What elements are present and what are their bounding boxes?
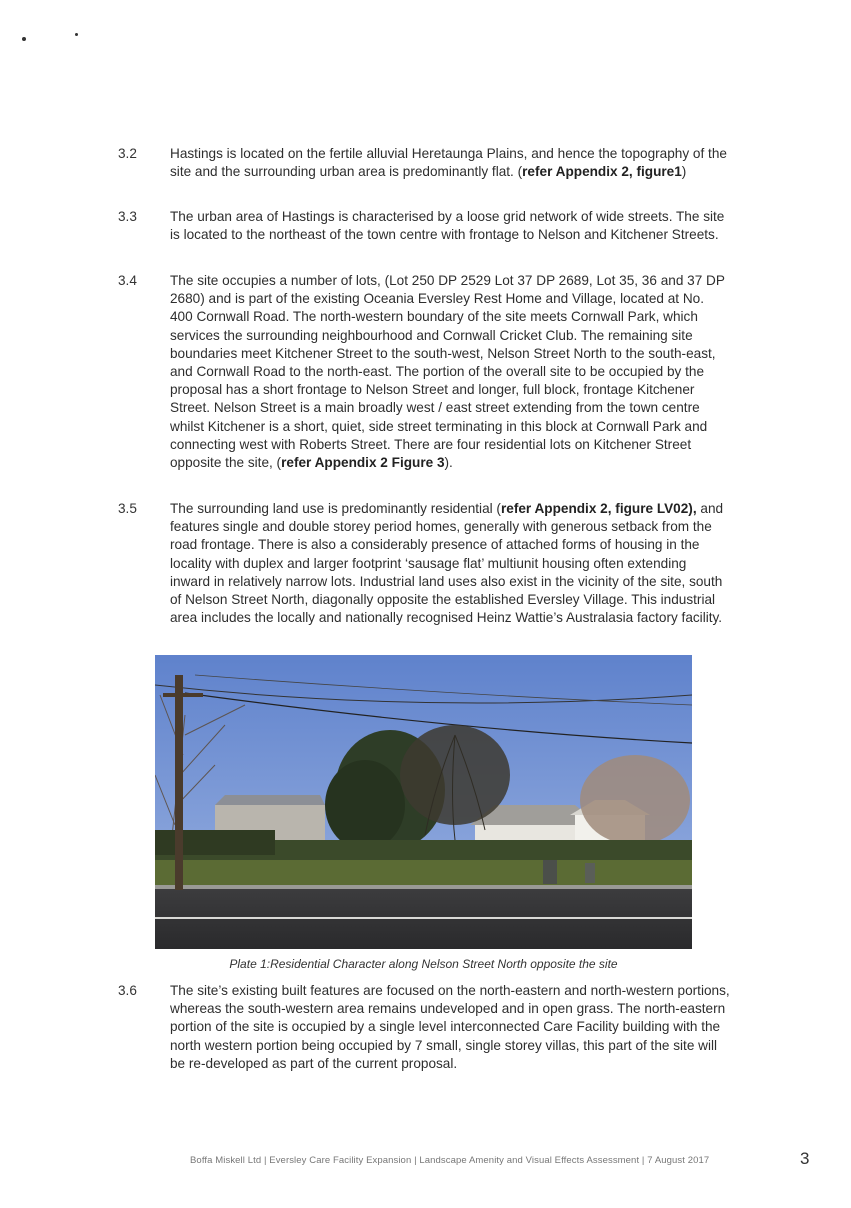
paragraph-text: [170, 272, 730, 472]
paragraph-number: 3.5: [118, 501, 137, 516]
scan-mark: [22, 37, 26, 41]
text-run: Hastings is located on the fertile alluvial Heretaunga Plains, and hence the topography of the site and the surrounding urban area is predominantly flat. (: [170, 146, 727, 180]
paragraph-text: [170, 500, 730, 627]
paragraph-3-2: [118, 145, 730, 181]
page-footer: Boffa Miskell Ltd | Eversley Care Facility Expansion | Landscape Amenity and Visual Effects Assessment | 7 August 2017: [190, 1155, 710, 1166]
paragraph-text: [170, 145, 730, 181]
bold-reference: refer Appendix 2 Figure 3: [281, 455, 445, 471]
bold-reference: refer Appendix 2, figure LV02),: [500, 501, 697, 516]
text-run: The site occupies a number of lots, (Lot 250 DP 2529 Lot 37 DP 2689, Lot 35, 36 and 37 DP 2680) and is part of the existing Oceania Eversley Rest Home and Village, located at No. 400 Cornwall Road. The north-western boundary of the site meets Cornwall Park, which services the surrounding neighbourhood and Cornwall Cricket Club. The remaining site boundaries meet Kitchener Street to the south-west, Nelson Street North to the south-east, and Cornwall Road to the north-east. The portion of the overall site to be occupied by the proposal has a short frontage to Nelson Street and longer, full block, frontage Kitchener Street. Nelson Street is a main broadly west / east street extending from the town centre whilst Kitchener is a short, quiet, side street terminating in this block at Cornwall Park and connecting west with Roberts Street. There are four residential lots on Kitchener Street opposite the site, (: [170, 273, 725, 471]
paragraph-3-4: [118, 272, 730, 472]
paragraph-number: 3.2: [118, 146, 137, 161]
paragraph-text: [170, 208, 730, 244]
text-run: The urban area of Hastings is characterised by a loose grid network of wide streets. The site is located to the northeast of the town centre with frontage to Nelson and Kitchener Streets.: [170, 209, 725, 243]
paragraph-3-5: [118, 500, 730, 627]
text-run: ).: [444, 455, 453, 471]
paragraph-number: 3.6: [118, 983, 137, 998]
plate-photo: [155, 655, 692, 949]
text-run: and features single and double storey period homes, generally with generous setback from the road frontage. There is also a considerably presence of attached forms of housing in the locality with duplex and larger footprint ‘sausage flat’ multiunit housing often extending inward in relatively narrow lots. Industrial land uses also exist in the vicinity of the site, south of Nelson Street North, diagonally opposite the established Eversley Village. This industrial area includes the locally and nationally recognised Heinz Wattie’s Australasia factory facility.: [170, 501, 724, 626]
plate-caption: Plate 1:Residential Character along Nelson Street North opposite the site: [229, 957, 618, 971]
paragraph-text: [170, 982, 730, 1073]
text-run: The surrounding land use is predominantly residential (: [170, 501, 501, 516]
text-run: ): [681, 164, 687, 180]
paragraph-3-6: [118, 982, 730, 1073]
paragraph-number: 3.3: [118, 209, 137, 224]
text-run: The site’s existing built features are focused on the north-eastern and north-western portions, whereas the south-western area remains undeveloped and in open grass. The north-eastern portion of the site is occupied by a single level interconnected Care Facility building with the north western portion being occupied by 7 small, single storey villas, this part of the site will be re-developed as part of the current proposal.: [170, 983, 730, 1071]
paragraph-number: 3.4: [118, 273, 137, 288]
paragraph-3-3: [118, 208, 730, 244]
page-number: 3: [800, 1149, 810, 1168]
bold-reference: refer Appendix 2, figure1: [522, 164, 682, 180]
scan-mark: [75, 33, 78, 36]
